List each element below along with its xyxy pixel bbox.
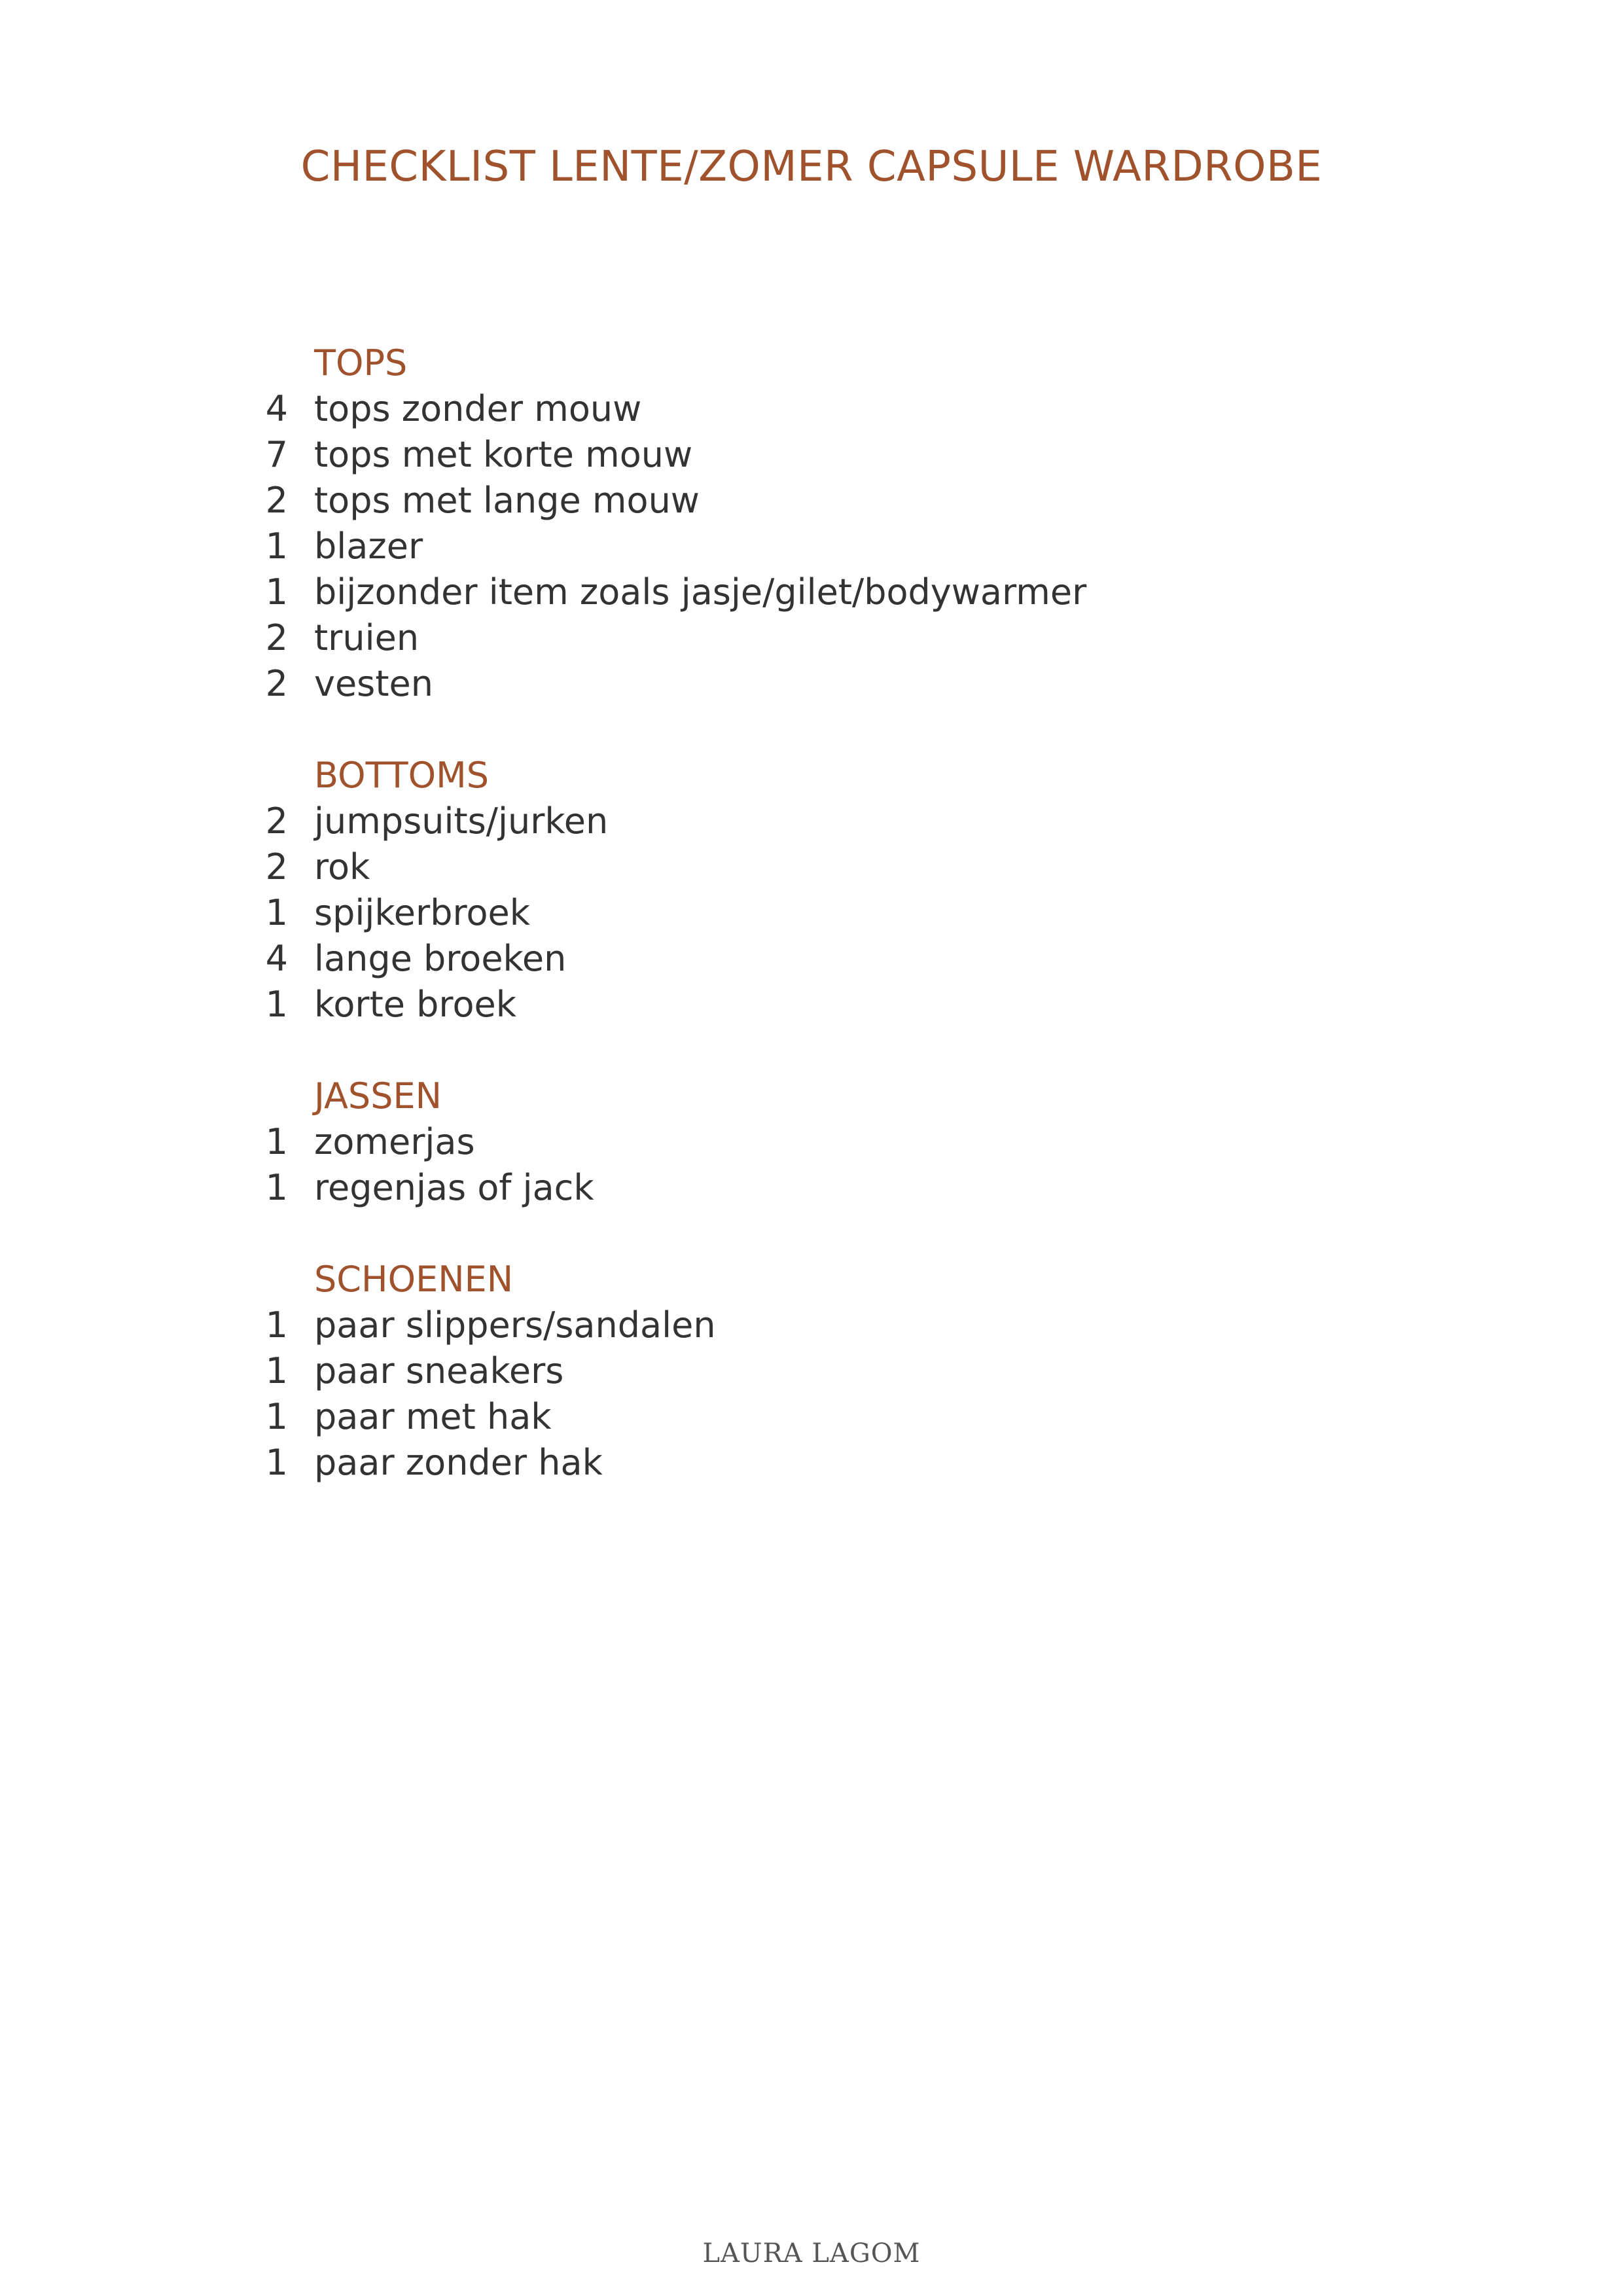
item-label: regenjas of jack xyxy=(314,1167,594,1208)
item-label: korte broek xyxy=(314,984,516,1025)
list-item xyxy=(249,1302,1492,1348)
section-heading: TOPS xyxy=(314,342,408,384)
item-label: paar slippers/sandalen xyxy=(314,1304,716,1346)
list-item xyxy=(249,661,1492,707)
list-item xyxy=(249,890,1492,936)
item-quantity: 1 xyxy=(265,1396,288,1437)
item-quantity: 1 xyxy=(265,526,288,567)
item-label: rok xyxy=(314,846,370,888)
list-item xyxy=(249,432,1492,478)
list-item xyxy=(249,982,1492,1028)
section-tops xyxy=(249,340,1492,707)
list-item xyxy=(249,1348,1492,1394)
item-quantity: 1 xyxy=(265,571,288,613)
item-quantity: 7 xyxy=(265,434,288,475)
item-quantity: 2 xyxy=(265,663,288,704)
list-item xyxy=(249,844,1492,890)
item-label: spijkerbroek xyxy=(314,892,531,933)
item-label: zomerjas xyxy=(314,1121,475,1162)
item-label: jumpsuits/jurken xyxy=(314,800,609,842)
list-item xyxy=(249,1165,1492,1211)
item-quantity: 2 xyxy=(265,800,288,842)
item-label: paar met hak xyxy=(314,1396,552,1437)
item-quantity: 4 xyxy=(265,388,288,429)
item-quantity: 1 xyxy=(265,1350,288,1391)
checklist xyxy=(249,340,1492,1532)
list-item xyxy=(249,936,1492,982)
section-schoenen xyxy=(249,1257,1492,1486)
section-bottoms xyxy=(249,753,1492,1028)
page-title: CHECKLIST LENTE/ZOMER CAPSULE WARDROBE xyxy=(300,143,1323,191)
list-item xyxy=(249,615,1492,661)
footer-brand: LAURA LAGOM xyxy=(702,2238,921,2269)
item-quantity: 2 xyxy=(265,846,288,888)
list-item xyxy=(249,386,1492,432)
item-quantity: 1 xyxy=(265,984,288,1025)
item-label: tops met lange mouw xyxy=(314,480,700,521)
list-item xyxy=(249,478,1492,524)
item-label: truien xyxy=(314,617,419,658)
item-quantity: 1 xyxy=(265,1167,288,1208)
list-item xyxy=(249,569,1492,615)
section-jassen xyxy=(249,1073,1492,1211)
list-item xyxy=(249,1440,1492,1486)
section-heading: BOTTOMS xyxy=(314,755,489,796)
item-quantity: 1 xyxy=(265,1304,288,1346)
list-item xyxy=(249,1394,1492,1440)
item-label: tops met korte mouw xyxy=(314,434,693,475)
item-quantity: 2 xyxy=(265,480,288,521)
item-quantity: 1 xyxy=(265,1121,288,1162)
item-label: lange broeken xyxy=(314,938,567,979)
item-label: bijzonder item zoals jasje/gilet/bodywarmer xyxy=(314,571,1087,613)
list-item xyxy=(249,798,1492,844)
item-label: paar zonder hak xyxy=(314,1442,603,1483)
item-label: paar sneakers xyxy=(314,1350,564,1391)
item-quantity: 4 xyxy=(265,938,288,979)
item-quantity: 1 xyxy=(265,892,288,933)
section-heading: SCHOENEN xyxy=(314,1259,514,1300)
item-label: tops zonder mouw xyxy=(314,388,642,429)
list-item xyxy=(249,1119,1492,1165)
item-quantity: 2 xyxy=(265,617,288,658)
list-item xyxy=(249,524,1492,569)
section-heading: JASSEN xyxy=(314,1075,442,1117)
item-label: blazer xyxy=(314,526,423,567)
item-label: vesten xyxy=(314,663,433,704)
item-quantity: 1 xyxy=(265,1442,288,1483)
